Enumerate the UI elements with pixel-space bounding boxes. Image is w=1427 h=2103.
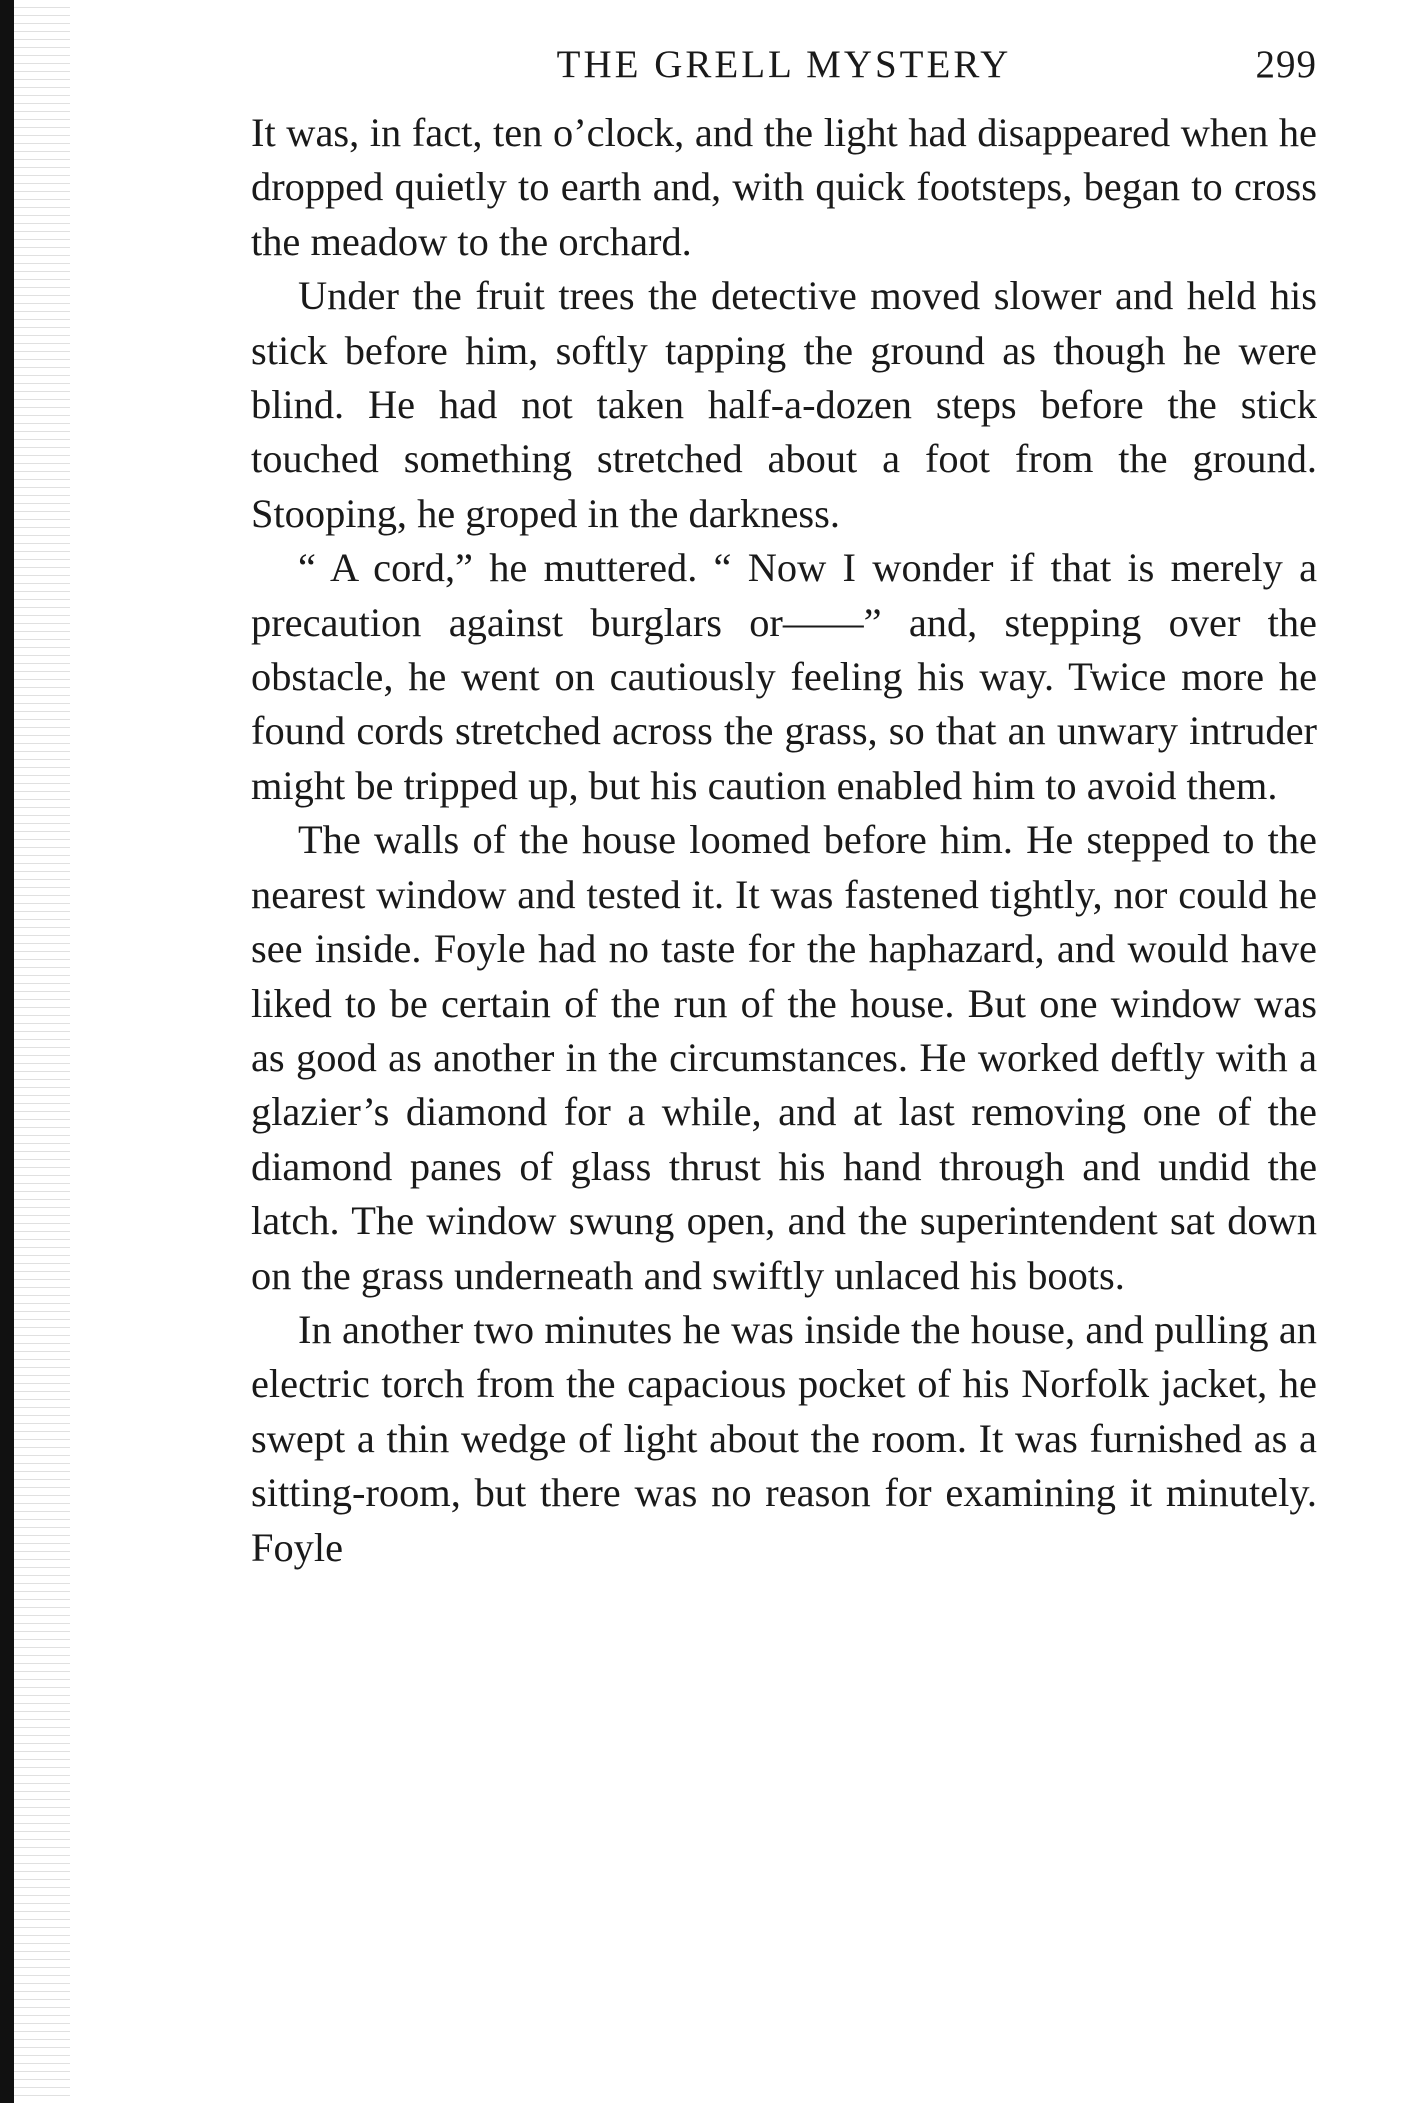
body-text	[251, 106, 1317, 1575]
paragraph: In another two minutes he was inside the house, and pulling an electric torch from the capacious pocket of his Norfolk jacket, he swept a thin wedge of light about the room. It was furnished as a sitting-room, but there was no reason for examining it minutely. Foyle	[251, 1306, 1317, 1570]
running-title: THE GRELL MYSTERY	[556, 43, 1012, 86]
paragraph: It was, in fact, ten o’clock, and the light had disappeared when he dropped quietly to earth and, with quick footsteps, began to cross the meadow to the orchard.	[251, 110, 1317, 264]
paragraph: The walls of the house loomed before him. He stepped to the nearest window and tested it. It was fastened tightly, nor could he see inside. Foyle had no taste for the haphazard, and would have liked to be certain of the run of the house. But one window was as good as another in the circumstances. He worked deftly with a glazier’s diamond for a while, and at last removing one of the diamond panes of glass thrust his hand through and undid the latch. The window swung open, and the superintendent sat down on the grass underneath and swiftly unlaced his boots.	[251, 817, 1317, 1298]
binding-shadow	[14, 0, 70, 2103]
book-binding-edge	[0, 0, 14, 2103]
page-number: 299	[1255, 43, 1317, 86]
page-header	[251, 36, 1317, 102]
book-page	[251, 36, 1317, 2036]
paragraph: Under the fruit trees the detective moved slower and held his stick before him, softly tapping the ground as though he were blind. He had not taken half-a-dozen steps before the stick touched something stretched about a foot from the ground. Stooping, he groped in the darkness.	[251, 273, 1317, 536]
paragraph: “ A cord,” he muttered. “ Now I wonder if that is merely a precaution against burglars or——” and, stepping over the obstacle, he went on cautiously feeling his way. Twice more he found cords stretched across the grass, so that an unwary intruder might be tripped up, but his caution enabled him to avoid them.	[251, 545, 1317, 808]
